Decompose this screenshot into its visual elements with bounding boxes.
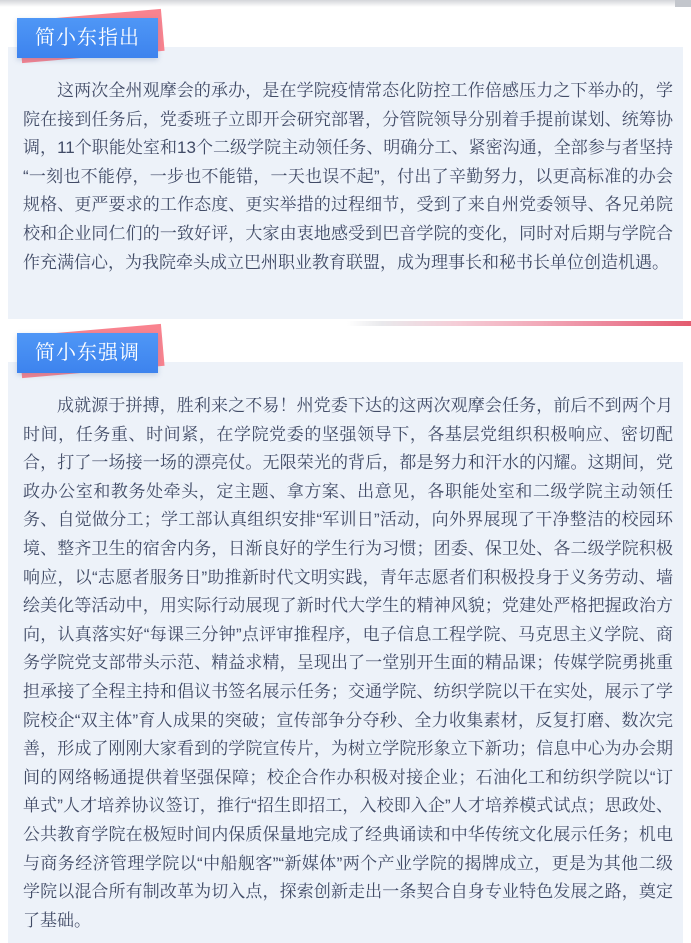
section-card-points-out [8,27,683,319]
section-card-emphasizes [8,342,683,943]
pink-gradient-divider [347,321,691,326]
section-badge [17,333,158,373]
section-title-badge: 简小东指出 [17,18,158,58]
section-paragraph: 这两次全州观摩会的承办，是在学院疫情常态化防控工作倍感压力之下举办的，学院在接到任务后，党委班子立即开会研究部署，分管院领导分别着手提前谋划、统筹协调，11个职能处室和13个二级学院主动领任务、明确分工、紧密沟通，全部参与者坚持“一刻也不能停，一步也不能错，一天也误不起”，付出了辛勤努力，以更高标准的办会规格、更严要求的工作态度、更实举措的过程细节，受到了来自州党委领导、各兄弟院校和企业同仁们的一致好评，大家由衷地感受到巴音学院的变化，同时对后期与学院合作充满信心，为我院牵头成立巴州职业教育联盟，成为理事长和秘书长单位创造机遇。 [23,81,673,272]
section-paragraph: 成就源于拼搏，胜利来之不易！州党委下达的这两次观摩会任务，前后不到两个月时间，任务重、时间紧，在学院党委的坚强领导下，各基层党组织积极响应、密切配合，打了一场接一场的漂亮仗。无限荣光的背后，都是努力和汗水的闪耀。这期间，党政办公室和教务处牵头，定主题、拿方案、出意见，各职能处室和二级学院主动领任务、自觉做分工；学工部认真组织安排“军训日”活动，向外界展现了干净整洁的校园环境、整齐卫生的宿舍内务，日渐良好的学生行为习惯；团委、保卫处、各二级学院积极响应，以“志愿者服务日”助推新时代文明实践，青年志愿者们积极投身于义务劳动、墙绘美化等活动中，用实际行动展现了新时代大学生的精神风貌；党建处严格把握政治方向，认真落实好“每课三分钟”点评审推程序，电子信息工程学院、马克思主义学院、商务学院党支部带头示范、精益求精，呈现出了一堂别开生面的精品课；传媒学院勇挑重担承接了全程主持和倡议书签名展示任务；交通学院、纺织学院以干在实处，展示了学院校企“双主体”育人成果的突破；宣传部争分夺秒、全力收集素材，反复打磨、数次完善，形成了刚刚大家看到的学院宣传片，为树立学院形象立下新功；信息中心为办会期间的网络畅通提供着坚强保障；校企合作办积极对接企业；石油化工和纺织学院以“订单式”人才培养协议签订，推行“招生即招工，入校即入企”人才培养模式试点；思政处、公共教育学院在极短时间内保质保量地完成了经典诵读和中华传统文化展示任务；机电与商务经济管理学院以“中船舰客”“新媒体”两个产业学院的揭牌成立，更是为其他二级学院以混合所有制改革为切入点，探索创新走出一条契合自身专业特色发展之路，奠定了基础。 [23,396,673,930]
section-title-badge: 简小东强调 [17,333,158,373]
section-badge [17,18,158,58]
scrollbar-fragment[interactable] [675,0,691,7]
top-shadow [0,0,691,7]
